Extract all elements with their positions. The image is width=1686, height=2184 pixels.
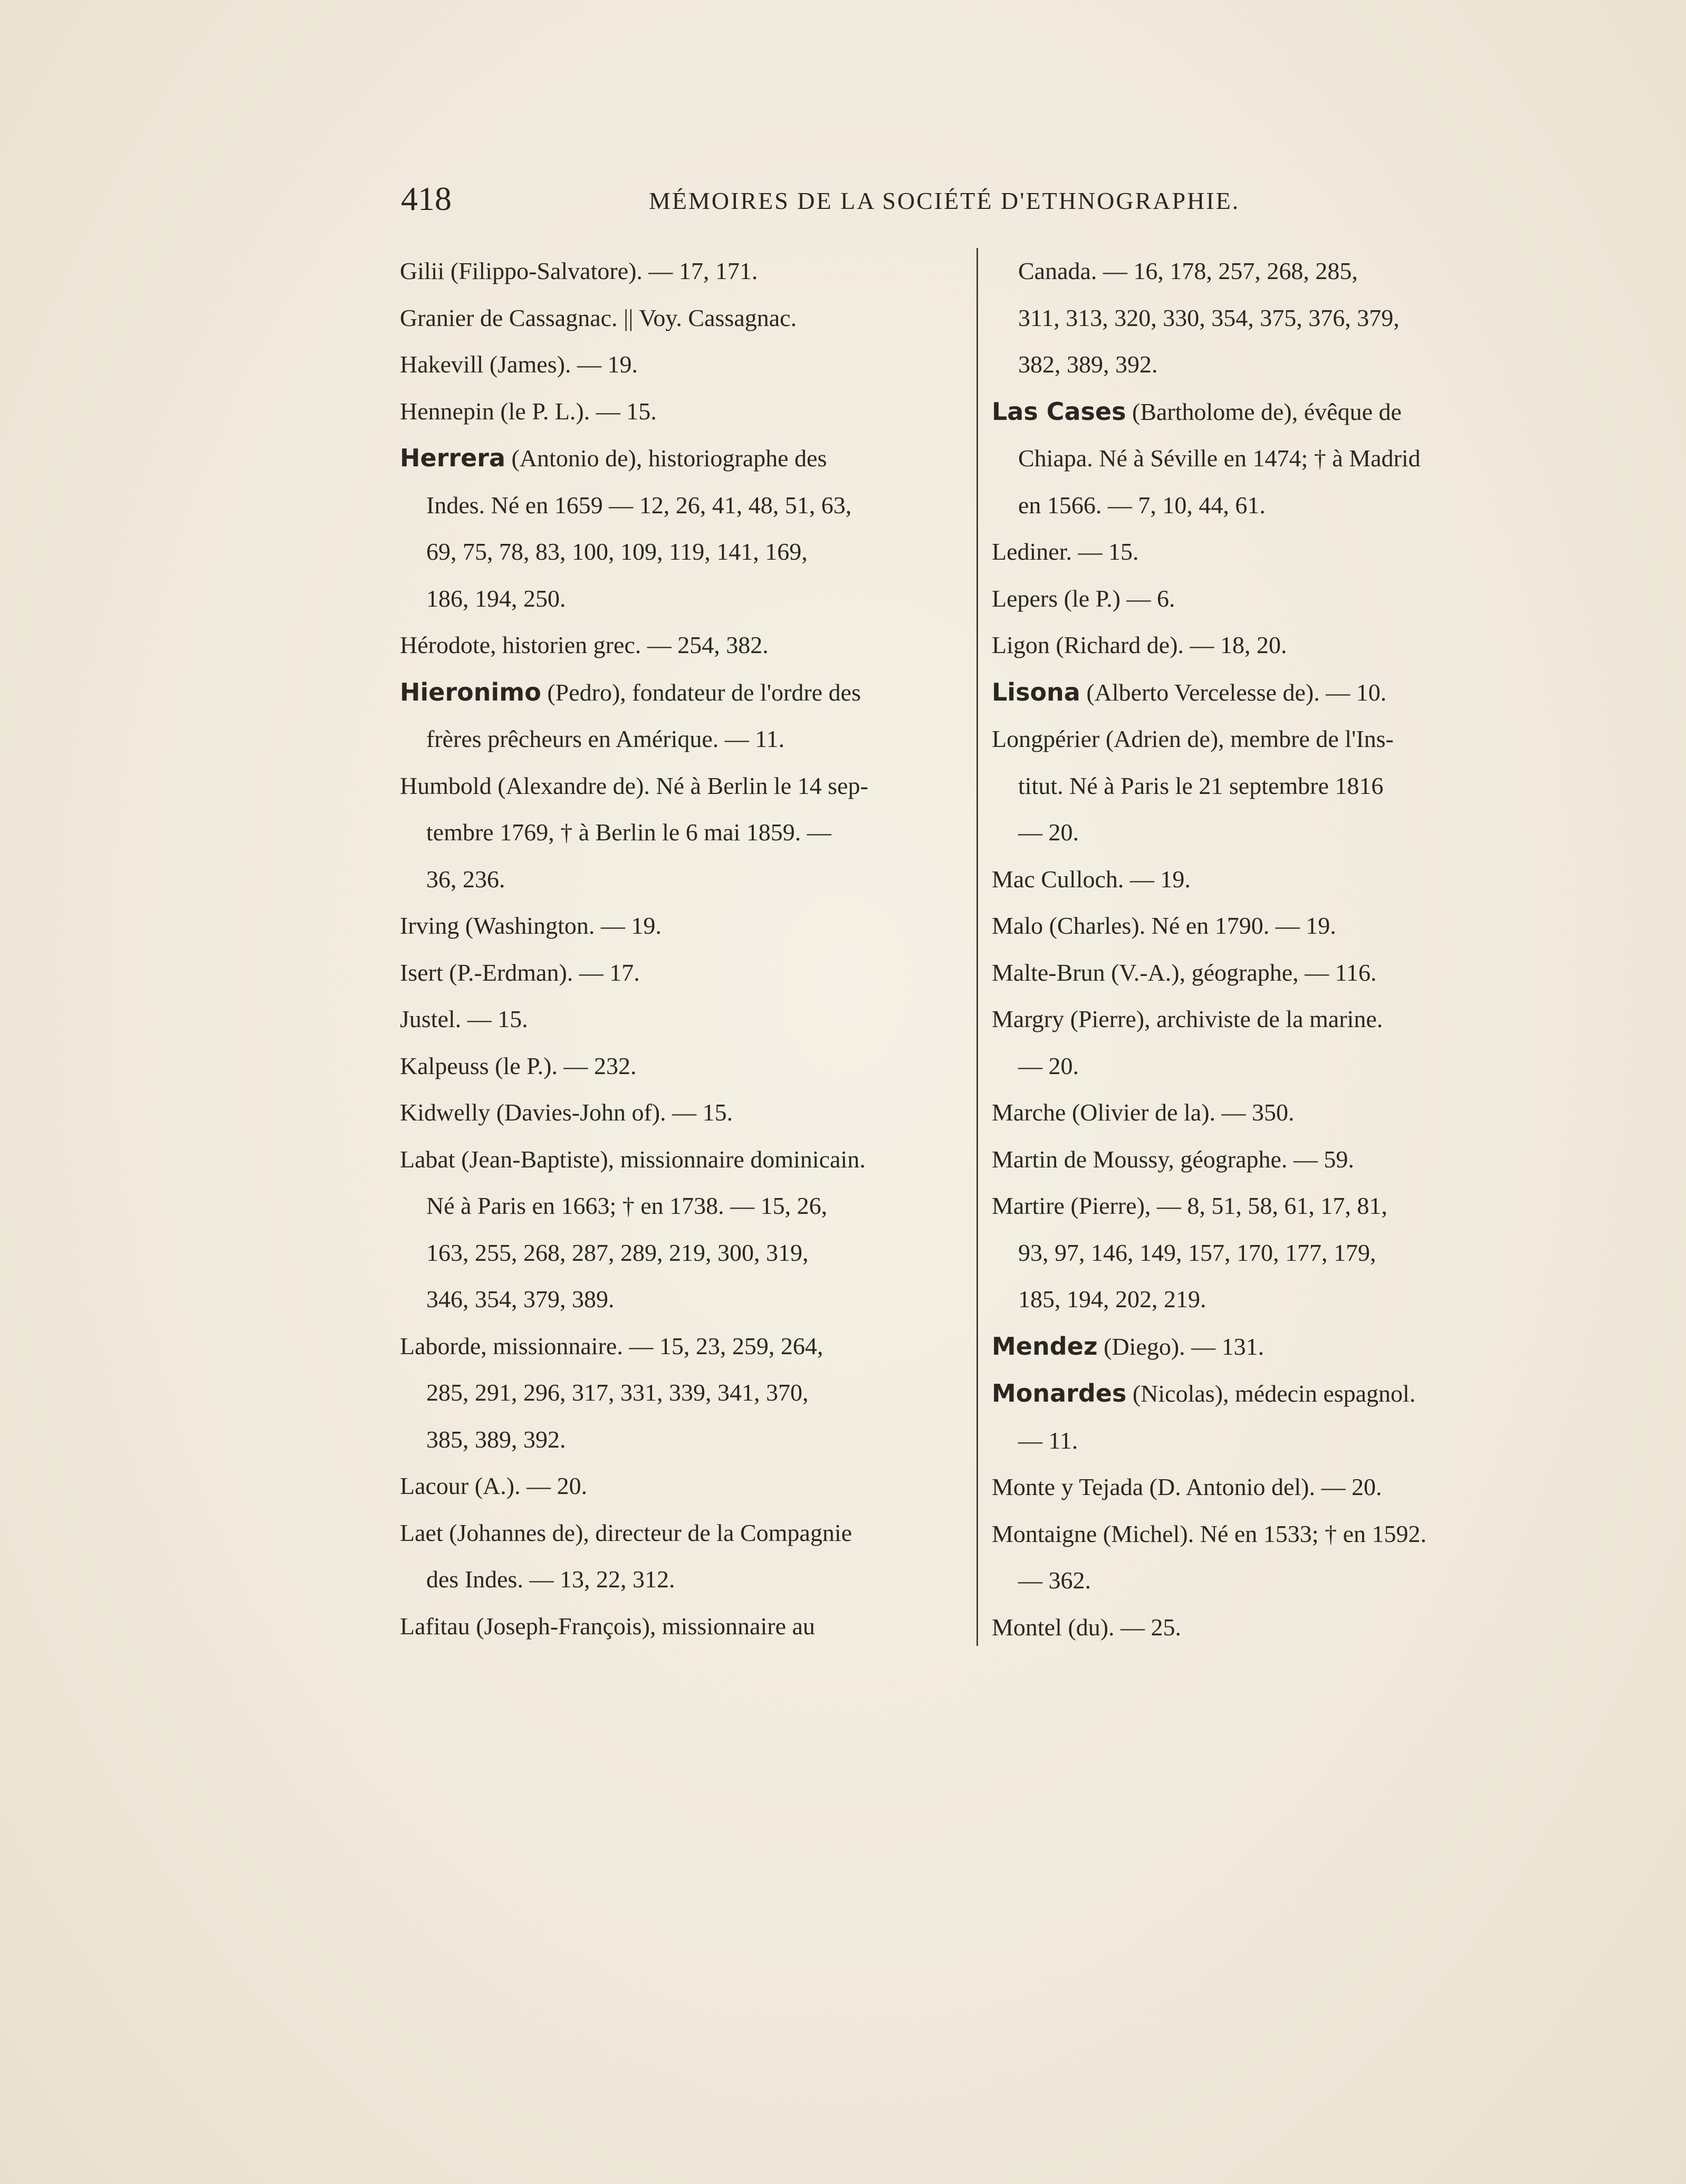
index-entry — [992, 903, 1546, 950]
index-entry-line: Malo (Charles). Né en 1790. — 19. — [992, 912, 1336, 939]
index-entry — [992, 669, 1546, 716]
index-entry-line — [992, 1370, 1546, 1417]
index-entry-line: Irving (Washington. — 19. — [400, 912, 662, 939]
index-entry — [992, 576, 1546, 622]
index-entry-line: des Indes. — 13, 22, 312. — [426, 1566, 675, 1593]
index-entry-line — [400, 435, 954, 482]
index-entry-text: (Nicolas), médecin espagnol. — [1126, 1380, 1416, 1407]
index-entry-line: tembre 1769, † à Berlin le 6 mai 1859. — — [426, 819, 831, 846]
index-entry-line: frères prêcheurs en Amérique. — 11. — [426, 725, 785, 752]
index-entry-line: — 20. — [1018, 1052, 1079, 1079]
index-entry — [400, 1136, 954, 1323]
index-entry-line: Humbold (Alexandre de). Né à Berlin le 14 sep- — [400, 772, 868, 799]
index-entry-line: Laborde, missionnaire. — 15, 23, 259, 264, — [400, 1332, 823, 1359]
index-entry-line: titut. Né à Paris le 21 septembre 1816 — [1018, 772, 1384, 799]
running-title: MÉMOIRES DE LA SOCIÉTÉ D'ETHNOGRAPHIE. — [649, 187, 1240, 214]
index-entry — [400, 1323, 954, 1463]
index-entry — [400, 996, 954, 1043]
index-entry — [400, 295, 954, 342]
index-entry — [992, 856, 1546, 903]
index-entry — [992, 388, 1546, 529]
index-entry — [400, 1463, 954, 1510]
index-entry-line: Martin de Moussy, géographe. — 59. — [992, 1145, 1354, 1173]
index-entry-line: Hakevill (James). — 19. — [400, 351, 638, 378]
index-entry — [400, 1043, 954, 1090]
index-entry — [992, 1089, 1546, 1136]
index-entry — [992, 1604, 1546, 1651]
index-entry-line: Kalpeuss (le P.). — 232. — [400, 1052, 637, 1079]
index-entry-line: Né à Paris en 1663; † en 1738. — 15, 26, — [426, 1192, 828, 1219]
index-entry-line: Lepers (le P.) — 6. — [992, 585, 1175, 612]
index-entry-line: Canada. — 16, 178, 257, 268, 285, — [1018, 257, 1358, 284]
index-entry — [992, 1511, 1546, 1604]
index-entry-line: 185, 194, 202, 219. — [1018, 1286, 1206, 1313]
index-entry-line: 346, 354, 379, 389. — [426, 1286, 615, 1313]
index-entry — [400, 1510, 954, 1603]
index-entry-text: (Pedro), fondateur de l'ordre des — [541, 678, 861, 706]
index-entry — [992, 1464, 1546, 1511]
index-entry-line: 93, 97, 146, 149, 157, 170, 177, 179, — [1018, 1239, 1376, 1266]
index-entry-line: Labat (Jean-Baptiste), missionnaire dominicain. — [400, 1145, 866, 1173]
index-entry-line: Isert (P.-Erdman). — 17. — [400, 959, 640, 986]
index-entry-line: Justel. — 15. — [400, 1005, 528, 1032]
index-entry — [400, 1089, 954, 1136]
index-entry — [400, 622, 954, 669]
index-entry-line: 285, 291, 296, 317, 331, 339, 341, 370, — [426, 1379, 809, 1406]
index-entry — [992, 950, 1546, 997]
index-entry — [992, 716, 1546, 856]
index-entry — [992, 529, 1546, 576]
index-entry — [400, 903, 954, 950]
index-entry — [400, 435, 954, 622]
index-entry-name: Las Cases — [992, 397, 1126, 426]
index-entry — [400, 388, 954, 435]
index-entry-text: (Diego). — 131. — [1097, 1333, 1264, 1360]
index-entry-line: 163, 255, 268, 287, 289, 219, 300, 319, — [426, 1239, 809, 1266]
index-entry-line: Montel (du). — 25. — [992, 1613, 1182, 1641]
index-entry-text: (Bartholome de), évêque de — [1126, 398, 1402, 425]
index-entry — [992, 1370, 1546, 1464]
index-entry-line: — 20. — [1018, 819, 1079, 846]
index-entry — [400, 763, 954, 903]
index-entry — [400, 248, 954, 295]
index-entry-line: Lafitau (Joseph-François), missionnaire au — [400, 1612, 815, 1640]
index-entry-line — [992, 388, 1546, 436]
index-entry — [992, 1136, 1546, 1183]
index-entry-line: Margry (Pierre), archiviste de la marine. — [992, 1005, 1383, 1032]
index-column-right — [992, 248, 1546, 1651]
index-entry-line: Hennepin (le P. L.). — 15. — [400, 397, 657, 425]
index-entry-name: Lisona — [992, 677, 1080, 706]
index-entry-line: 385, 389, 392. — [426, 1425, 566, 1453]
index-entry-line: Hérodote, historien grec. — 254, 382. — [400, 631, 769, 658]
index-entry — [992, 1183, 1546, 1323]
index-entry-line: Malte-Brun (V.-A.), géographe, — 116. — [992, 959, 1377, 986]
index-entry-line: en 1566. — 7, 10, 44, 61. — [1018, 491, 1266, 519]
index-entry — [400, 341, 954, 388]
index-entry-name: Hieronimo — [400, 677, 541, 706]
index-entry — [400, 950, 954, 997]
index-entry-line: — 11. — [1018, 1426, 1078, 1454]
index-entry-line: Indes. Né en 1659 — 12, 26, 41, 48, 51, 63, — [426, 491, 852, 519]
index-entry-line: Laet (Johannes de), directeur de la Compagnie — [400, 1519, 852, 1546]
index-entry-line: 382, 389, 392. — [1018, 351, 1158, 378]
index-entry-name: Mendez — [992, 1332, 1098, 1361]
index-entry-line: Kidwelly (Davies-John of). — 15. — [400, 1099, 733, 1126]
index-entry-line: Granier de Cassagnac. || Voy. Cassagnac. — [400, 304, 797, 331]
index-entry-line: Montaigne (Michel). Né en 1533; † en 1592. — [992, 1520, 1426, 1547]
index-entry-line: Ligon (Richard de). — 18, 20. — [992, 631, 1287, 658]
index-entry-line: 36, 236. — [426, 865, 505, 893]
index-entry-line: Lacour (A.). — 20. — [400, 1472, 588, 1499]
index-entry-line: Gilii (Filippo-Salvatore). — 17, 171. — [400, 257, 758, 284]
index-entry-line: Martire (Pierre), — 8, 51, 58, 61, 17, 81, — [992, 1192, 1387, 1219]
index-entry — [400, 669, 954, 763]
index-entry-line: Marche (Olivier de la). — 350. — [992, 1099, 1295, 1126]
column-divider — [976, 248, 978, 1646]
index-entry — [992, 622, 1546, 669]
page-number: 418 — [401, 180, 452, 217]
index-entry-line: Chiapa. Né à Séville en 1474; † à Madrid — [1018, 445, 1421, 472]
index-entry-line: 186, 194, 250. — [426, 585, 566, 612]
index-entry-line: Lediner. — 15. — [992, 538, 1139, 565]
index-entry-text: (Antonio de), historiographe des — [505, 445, 827, 472]
index-entry-line: 69, 75, 78, 83, 100, 109, 119, 141, 169, — [426, 538, 808, 565]
index-entry — [992, 996, 1546, 1089]
index-column-left — [400, 248, 954, 1650]
index-entry-text: (Alberto Vercelesse de). — 10. — [1080, 678, 1387, 706]
index-entry-line: Longpérier (Adrien de), membre de l'Ins- — [992, 725, 1394, 752]
index-entry-line: Monte y Tejada (D. Antonio del). — 20. — [992, 1473, 1382, 1500]
index-entry-line — [992, 1323, 1546, 1371]
index-entry-line — [400, 669, 954, 716]
index-entry — [992, 1323, 1546, 1371]
index-entry-name: Monardes — [992, 1379, 1127, 1407]
index-entry-line: 311, 313, 320, 330, 354, 375, 376, 379, — [1018, 304, 1400, 331]
index-entry — [992, 248, 1546, 388]
index-entry-line — [992, 669, 1546, 716]
page-header — [401, 179, 1287, 227]
index-entry-line: Mac Culloch. — 19. — [992, 865, 1191, 893]
index-entry-name: Herrera — [400, 444, 505, 472]
index-entry — [400, 1603, 954, 1650]
index-entry-line: — 362. — [1018, 1567, 1091, 1594]
